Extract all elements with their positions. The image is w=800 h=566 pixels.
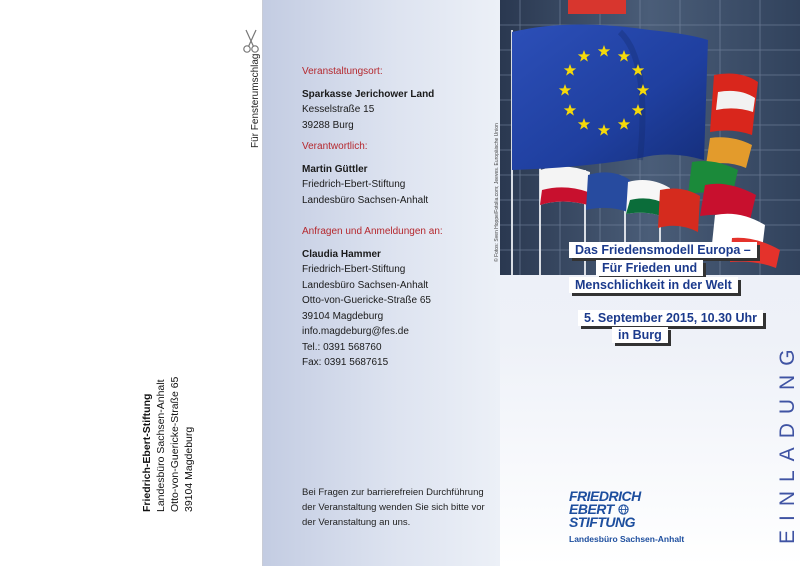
return-address xyxy=(140,377,196,512)
responsible-office: Landesbüro Sachsen-Anhalt xyxy=(302,194,429,206)
contact-office: Landesbüro Sachsen-Anhalt xyxy=(302,279,429,291)
venue-city: 39288 Burg xyxy=(302,119,354,131)
scissors-icon xyxy=(241,28,263,54)
invitation-title: EINLADUNG xyxy=(776,340,799,544)
contact-label: Anfragen und Anmeldungen an: xyxy=(302,226,443,237)
responsible-label: Verantwortlich: xyxy=(302,141,368,152)
contact-fax: Fax: 0391 5687615 xyxy=(302,357,389,368)
logo-line-2: EBERT xyxy=(569,501,614,517)
venue-street: Kesselstraße 15 xyxy=(302,104,375,115)
return-address-office: Landesbüro Sachsen-Anhalt xyxy=(155,379,167,512)
contact-organization: Friedrich-Ebert-Stiftung xyxy=(302,264,406,275)
responsible-name: Martin Güttler xyxy=(302,163,368,175)
title-line-3: Menschlichkeit in der Welt xyxy=(569,277,738,293)
event-place: in Burg xyxy=(612,327,668,343)
venue-label: Veranstaltungsort: xyxy=(302,66,383,77)
contact-block xyxy=(302,224,443,371)
contact-phone: Tel.: 0391 568760 xyxy=(302,341,382,353)
return-address-organization: Friedrich-Ebert-Stiftung xyxy=(141,393,153,512)
mailing-panel xyxy=(0,0,263,566)
return-address-city: 39104 Magdeburg xyxy=(183,426,195,512)
accessibility-note: Bei Fragen zur barrierefreien Durchführung der Veranstaltung wenden Sie sich bitte vor der Veranstaltung an uns. xyxy=(302,487,485,528)
venue-name: Sparkasse Jerichower Land xyxy=(302,88,435,100)
logo-subtitle: Landesbüro Sachsen-Anhalt xyxy=(569,534,685,544)
contact-city: 39104 Magdeburg xyxy=(302,310,384,322)
window-envelope-label: Für Fensterumschlag xyxy=(250,53,261,148)
contact-name: Claudia Hammer xyxy=(302,248,381,260)
title-line-2: Für Frieden und xyxy=(596,260,703,276)
contact-email: info.magdeburg@fes.de xyxy=(302,326,409,337)
eu-flags-photo xyxy=(500,0,800,275)
fes-logo xyxy=(569,490,684,544)
event-date: 5. September 2015, 10.30 Uhr xyxy=(578,310,763,326)
return-address-street: Otto-von-Guericke-Straße 65 xyxy=(169,376,181,512)
logo-line-1: FRIEDRICH xyxy=(569,488,641,504)
venue-block xyxy=(302,64,434,133)
logo-line-3: STIFTUNG xyxy=(569,514,635,530)
responsible-organization: Friedrich-Ebert-Stiftung xyxy=(302,179,406,190)
contact-street: Otto-von-Guericke-Straße 65 xyxy=(302,295,431,306)
responsible-block xyxy=(302,139,428,208)
photo-credit: © Fotos: Sven Hoppe/Fotolia.com; Jeeves. Europäische Union xyxy=(494,123,500,262)
title-line-1: Das Friedensmodell Europa – xyxy=(569,242,757,258)
